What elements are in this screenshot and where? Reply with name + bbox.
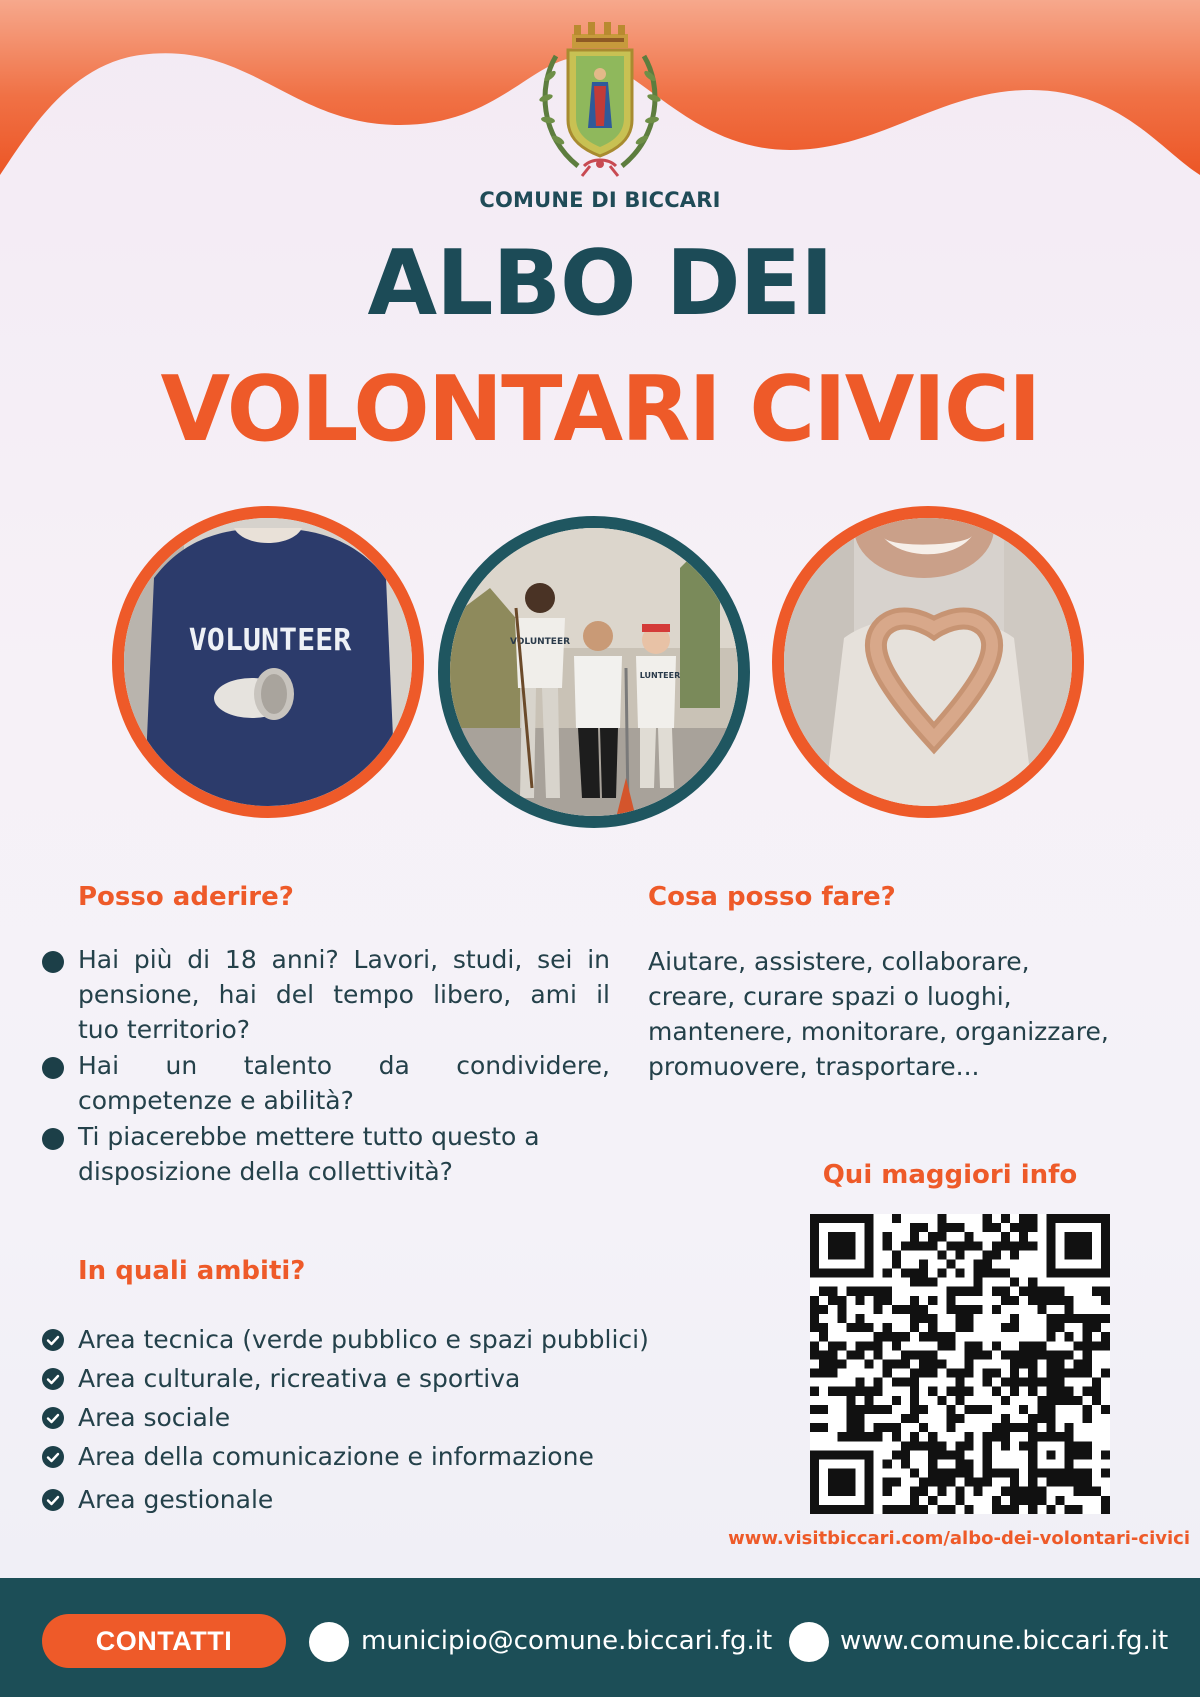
heading-ambiti: In quali ambiti? [78,1256,306,1286]
group-shirt-text-right: LUNTEER [639,671,681,680]
heading-cosa-posso-fare: Cosa posso fare? [648,882,896,912]
check-circle-icon [42,1407,64,1429]
list-item [40,1320,730,1359]
list-item-line: competenze e abilità? [78,1086,354,1115]
photo-volunteer-group [438,516,750,828]
list-item-label: Area sociale [78,1403,231,1432]
list-item [40,1119,610,1189]
bullet-dot-icon [42,1128,64,1150]
footer-bar [0,1578,1200,1697]
areas-list [40,1320,730,1519]
coat-of-arms [530,16,670,188]
activities-line: mantenere, monitorare, organizzare, [648,1017,1109,1046]
bullet-dot-icon [42,1057,64,1079]
check-circle-icon [42,1329,64,1351]
list-item [40,1398,730,1437]
list-item-label: Area della comunicazione e informazione [78,1442,594,1471]
activities-line: Aiutare, assistere, collaborare, [648,947,1030,976]
list-item [40,942,610,1047]
heading-posso-aderire: Posso aderire? [78,882,294,912]
list-item-line: tuo territorio? [78,1015,251,1044]
org-name: COMUNE DI BICCARI [479,188,721,212]
info-link[interactable]: www.visitbiccari.com/albo-dei-volontari-civici [728,1528,1190,1549]
shirt-text: VOLUNTEER [188,623,352,658]
contact-email[interactable]: municipio@comune.biccari.fg.it [361,1626,773,1656]
title-line-1: ALBO DEI [367,231,833,336]
list-item-label: Area tecnica (verde pubblico e spazi pubblici) [78,1325,649,1354]
list-item-line: Hai un talento da condividere, [78,1051,610,1080]
eligibility-list [40,942,610,1190]
contacts-button[interactable]: CONTATTI [42,1614,286,1668]
check-circle-icon [42,1368,64,1390]
check-circle-icon [42,1489,64,1511]
activities-text [648,944,1168,1084]
list-item-label: Area culturale, ricreativa e sportiva [78,1364,521,1393]
list-item [40,1048,610,1118]
title-line-2: VOLONTARI CIVICI [160,357,1040,462]
list-item [40,1437,730,1476]
activities-line: creare, curare spazi o luoghi, [648,982,1012,1011]
contact-website[interactable]: www.comune.biccari.fg.it [840,1626,1169,1656]
qr-code[interactable] [810,1214,1110,1514]
photo-volunteer-shirt [112,506,424,818]
group-shirt-text: VOLUNTEER [509,637,571,647]
list-item-line: pensione, hai del tempo libero, ami il [78,980,610,1009]
list-item [40,1359,730,1398]
list-item-label: Area gestionale [78,1485,274,1514]
website-dot-icon [789,1622,829,1662]
list-item-line: Hai più di 18 anni? Lavori, studi, sei in [78,945,610,974]
activities-line: promuovere, trasportare... [648,1052,980,1081]
check-circle-icon [42,1446,64,1468]
photo-heart-hands [772,506,1084,818]
email-dot-icon [309,1622,349,1662]
heading-info: Qui maggiori info [822,1160,1078,1190]
bullet-dot-icon [42,951,64,973]
list-item [40,1480,730,1519]
list-item-line: Ti piacerebbe mettere tutto questo a [78,1122,540,1151]
list-item-line: disposizione della collettività? [78,1157,453,1186]
